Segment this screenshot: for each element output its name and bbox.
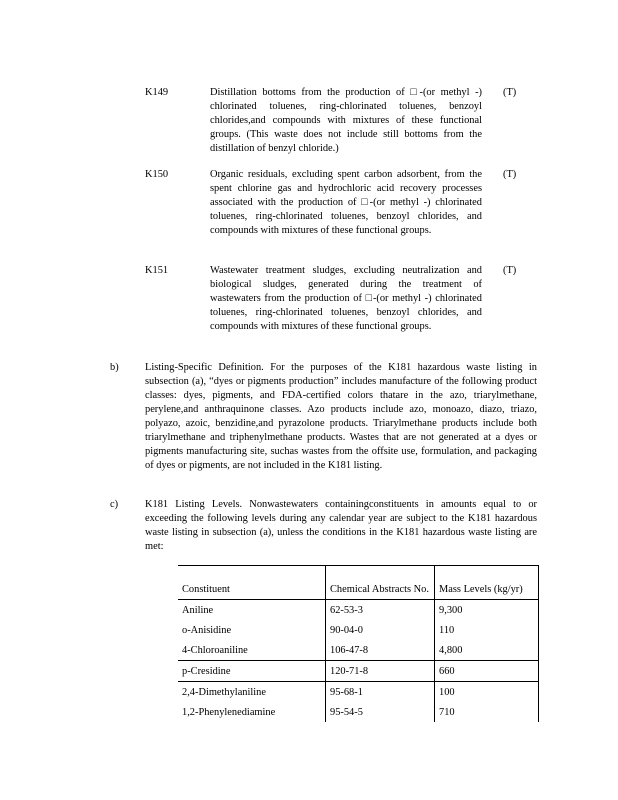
cell-cas-number: 95-68-1 <box>326 682 435 703</box>
cell-mass-level: 9,300 <box>435 600 539 621</box>
waste-code: K149 <box>145 87 169 98</box>
waste-description: Wastewater treatment sludges, excluding neutralization and biological sludges, generated during the treatment of wastewaters from the production of □-(or methyl -) chlorinated toluenes, ring-chlorinated toluenes, benzoyl chlorides, and compounds with mixtures of these functional groups. <box>210 265 482 332</box>
cell-constituent: 1,2-Phenylenediamine <box>182 707 276 718</box>
table-row <box>178 702 539 722</box>
table-row <box>178 682 539 703</box>
subsection-c-text: K181 Listing Levels. Nonwastewaters containingconstituents in amounts equal to or exceeding the following levels during any calendar year are subject to the K181 hazardous waste listing in subsection (a), unless the conditions in the K181 hazardous waste listing are met: <box>145 499 537 552</box>
table-row <box>178 640 539 661</box>
cell-constituent: 2,4-Dimethylaniline <box>182 687 266 698</box>
cell-cas-number: 95-54-5 <box>326 702 435 722</box>
waste-description: Distillation bottoms from the production of □-(or methyl -) chlorinated toluenes, ring-chlorinated toluenes, benzoyl chlorides,and compounds with mixtures of these functional groups. (This waste does not include still bottoms from the distillation of benzyl chloride.) <box>210 87 482 154</box>
cell-constituent: p-Cresidine <box>178 661 326 682</box>
hazard-code: (T) <box>503 87 517 98</box>
cell-constituent: Aniline <box>182 605 214 616</box>
hazard-code: (T) <box>503 265 517 276</box>
cell-cas-number: 106-47-8 <box>326 640 435 661</box>
subsection-letter-b: b) <box>110 362 119 373</box>
cell-cas-number: 62-53-3 <box>326 600 435 621</box>
header-cas-number: Chemical Abstracts No. <box>326 566 435 600</box>
cell-mass-level: 4,800 <box>435 640 539 661</box>
table-header-row <box>178 566 539 600</box>
table-row <box>178 600 539 621</box>
subsection-letter-c: c) <box>110 499 119 510</box>
waste-code: K150 <box>145 169 169 180</box>
cell-constituent: 4-Chloroaniline <box>182 645 248 656</box>
cell-cas-number: 90-04-0 <box>326 620 435 640</box>
table-row <box>178 661 539 682</box>
listing-levels-table <box>178 565 539 722</box>
cell-constituent: o-Anisidine <box>182 625 232 636</box>
cell-mass-level: 100 <box>435 682 539 703</box>
header-mass-levels: Mass Levels (kg/yr) <box>435 566 539 600</box>
cell-mass-level: 110 <box>435 620 539 640</box>
waste-description: Organic residuals, excluding spent carbon adsorbent, from the spent chlorine gas and hydrochloric acid recovery processes associated with the production of □-(or methyl -) chlorinated toluenes, ring-chlorinated toluenes, benzoyl chlorides, and compounds with mixtures of these functional groups. <box>210 169 482 236</box>
cell-cas-number: 120-71-8 <box>326 661 435 682</box>
header-constituent: Constituent <box>178 566 326 600</box>
subsection-b-text: Listing-Specific Definition. For the purposes of the K181 hazardous waste listing in subsection (a), “dyes or pigments production” includes manufacture of the following product classes: dyes, pigments, and FDA-certified colors thatare in the azo, triarylmethane, perylene,and anthraquinone classes. Azo products include azo, monoazo, diazo, triazo, polyazo, azoic, benzidine,and pyrazolone products. Triarylmethane products include both triarylmethane and triphenylmethane products. Wastes that are not generated at a dyes or pigments manufacturing site, suchas wastes from the offsite use, formulation, and packaging of dyes or pigments, are not included in the K181 listing. <box>145 362 537 471</box>
hazard-code: (T) <box>503 169 517 180</box>
cell-mass-level: 710 <box>435 702 539 722</box>
table-row <box>178 620 539 640</box>
cell-mass-level: 660 <box>435 661 539 682</box>
waste-code: K151 <box>145 265 169 276</box>
